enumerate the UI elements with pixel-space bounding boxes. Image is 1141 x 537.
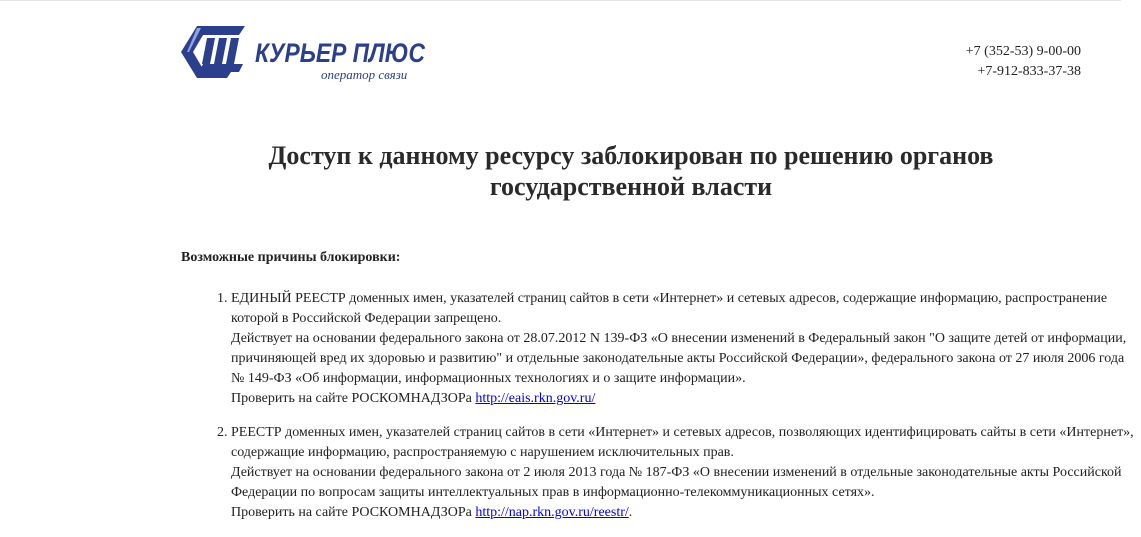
reason-basis: Действует на основании федерального закона от 2 июля 2013 года № 187-ФЗ «О внесении изменений в отдельные законодательные акты Российской Федерации по вопросам защиты интеллектуальных прав в информационно-телекоммуникационных сетях». (231, 465, 1122, 500)
brand-logo[interactable] (181, 22, 431, 86)
reasons-list (181, 289, 1141, 537)
top-divider (0, 0, 1121, 1)
check-prefix: Проверить на сайте РОСКОМНАДЗОРа (231, 505, 472, 520)
brand-name: КУРЬЕР ПЛЮС (255, 38, 426, 68)
phone-mobile: +7-912-833-37-38 (977, 64, 1081, 79)
check-suffix: . (628, 505, 633, 520)
logo-icon (181, 22, 431, 86)
rkn-registry-link[interactable]: http://eais.rkn.gov.ru/ (475, 391, 596, 406)
brand-tagline: оператор связи (321, 67, 408, 82)
reason-basis: Действует на основании федерального закона от 28.07.2012 N 139-ФЗ «О внесении изменений в Федеральный закон "О защите детей от информации, причиняющей вред их здоровью и развитию" и отдельные законодательные акты Российской Федерации», федерального закона от 27 июля 2006 года № 149-ФЗ «Об информации, информационных технологиях и о защите информации». (231, 331, 1127, 386)
reason-check (231, 503, 1141, 523)
reason-text: 2. РЕЕСТР доменных имен, указателей страниц сайтов в сети «Интернет» и сетевых адресов, позволяющих идентифицировать сайты в сети «Интернет», содержащие информацию, распространяемую с нарушением исключительных прав. (231, 425, 1134, 460)
nap-registry-link[interactable]: http://nap.rkn.gov.ru/reestr/ (475, 505, 629, 520)
page-title: Доступ к данному ресурсу заблокирован по решению органов государственной власти (268, 141, 994, 201)
reason-text: 1. ЕДИНЫЙ РЕЕСТР доменных имен, указателей страниц сайтов в сети «Интернет» и сетевых адресов, содержащие информацию, распространение которой в Российской Федерации запрещено. (231, 291, 1108, 326)
list-item (231, 423, 1141, 523)
reasons-heading: Возможные причины блокировки: (181, 250, 401, 265)
list-item (231, 289, 1141, 409)
contact-phones (966, 42, 1081, 82)
reason-check (231, 389, 1141, 409)
check-prefix: Проверить на сайте РОСКОМНАДЗОРа (231, 391, 472, 406)
phone-primary: +7 (352-53) 9-00-00 (965, 44, 1081, 59)
